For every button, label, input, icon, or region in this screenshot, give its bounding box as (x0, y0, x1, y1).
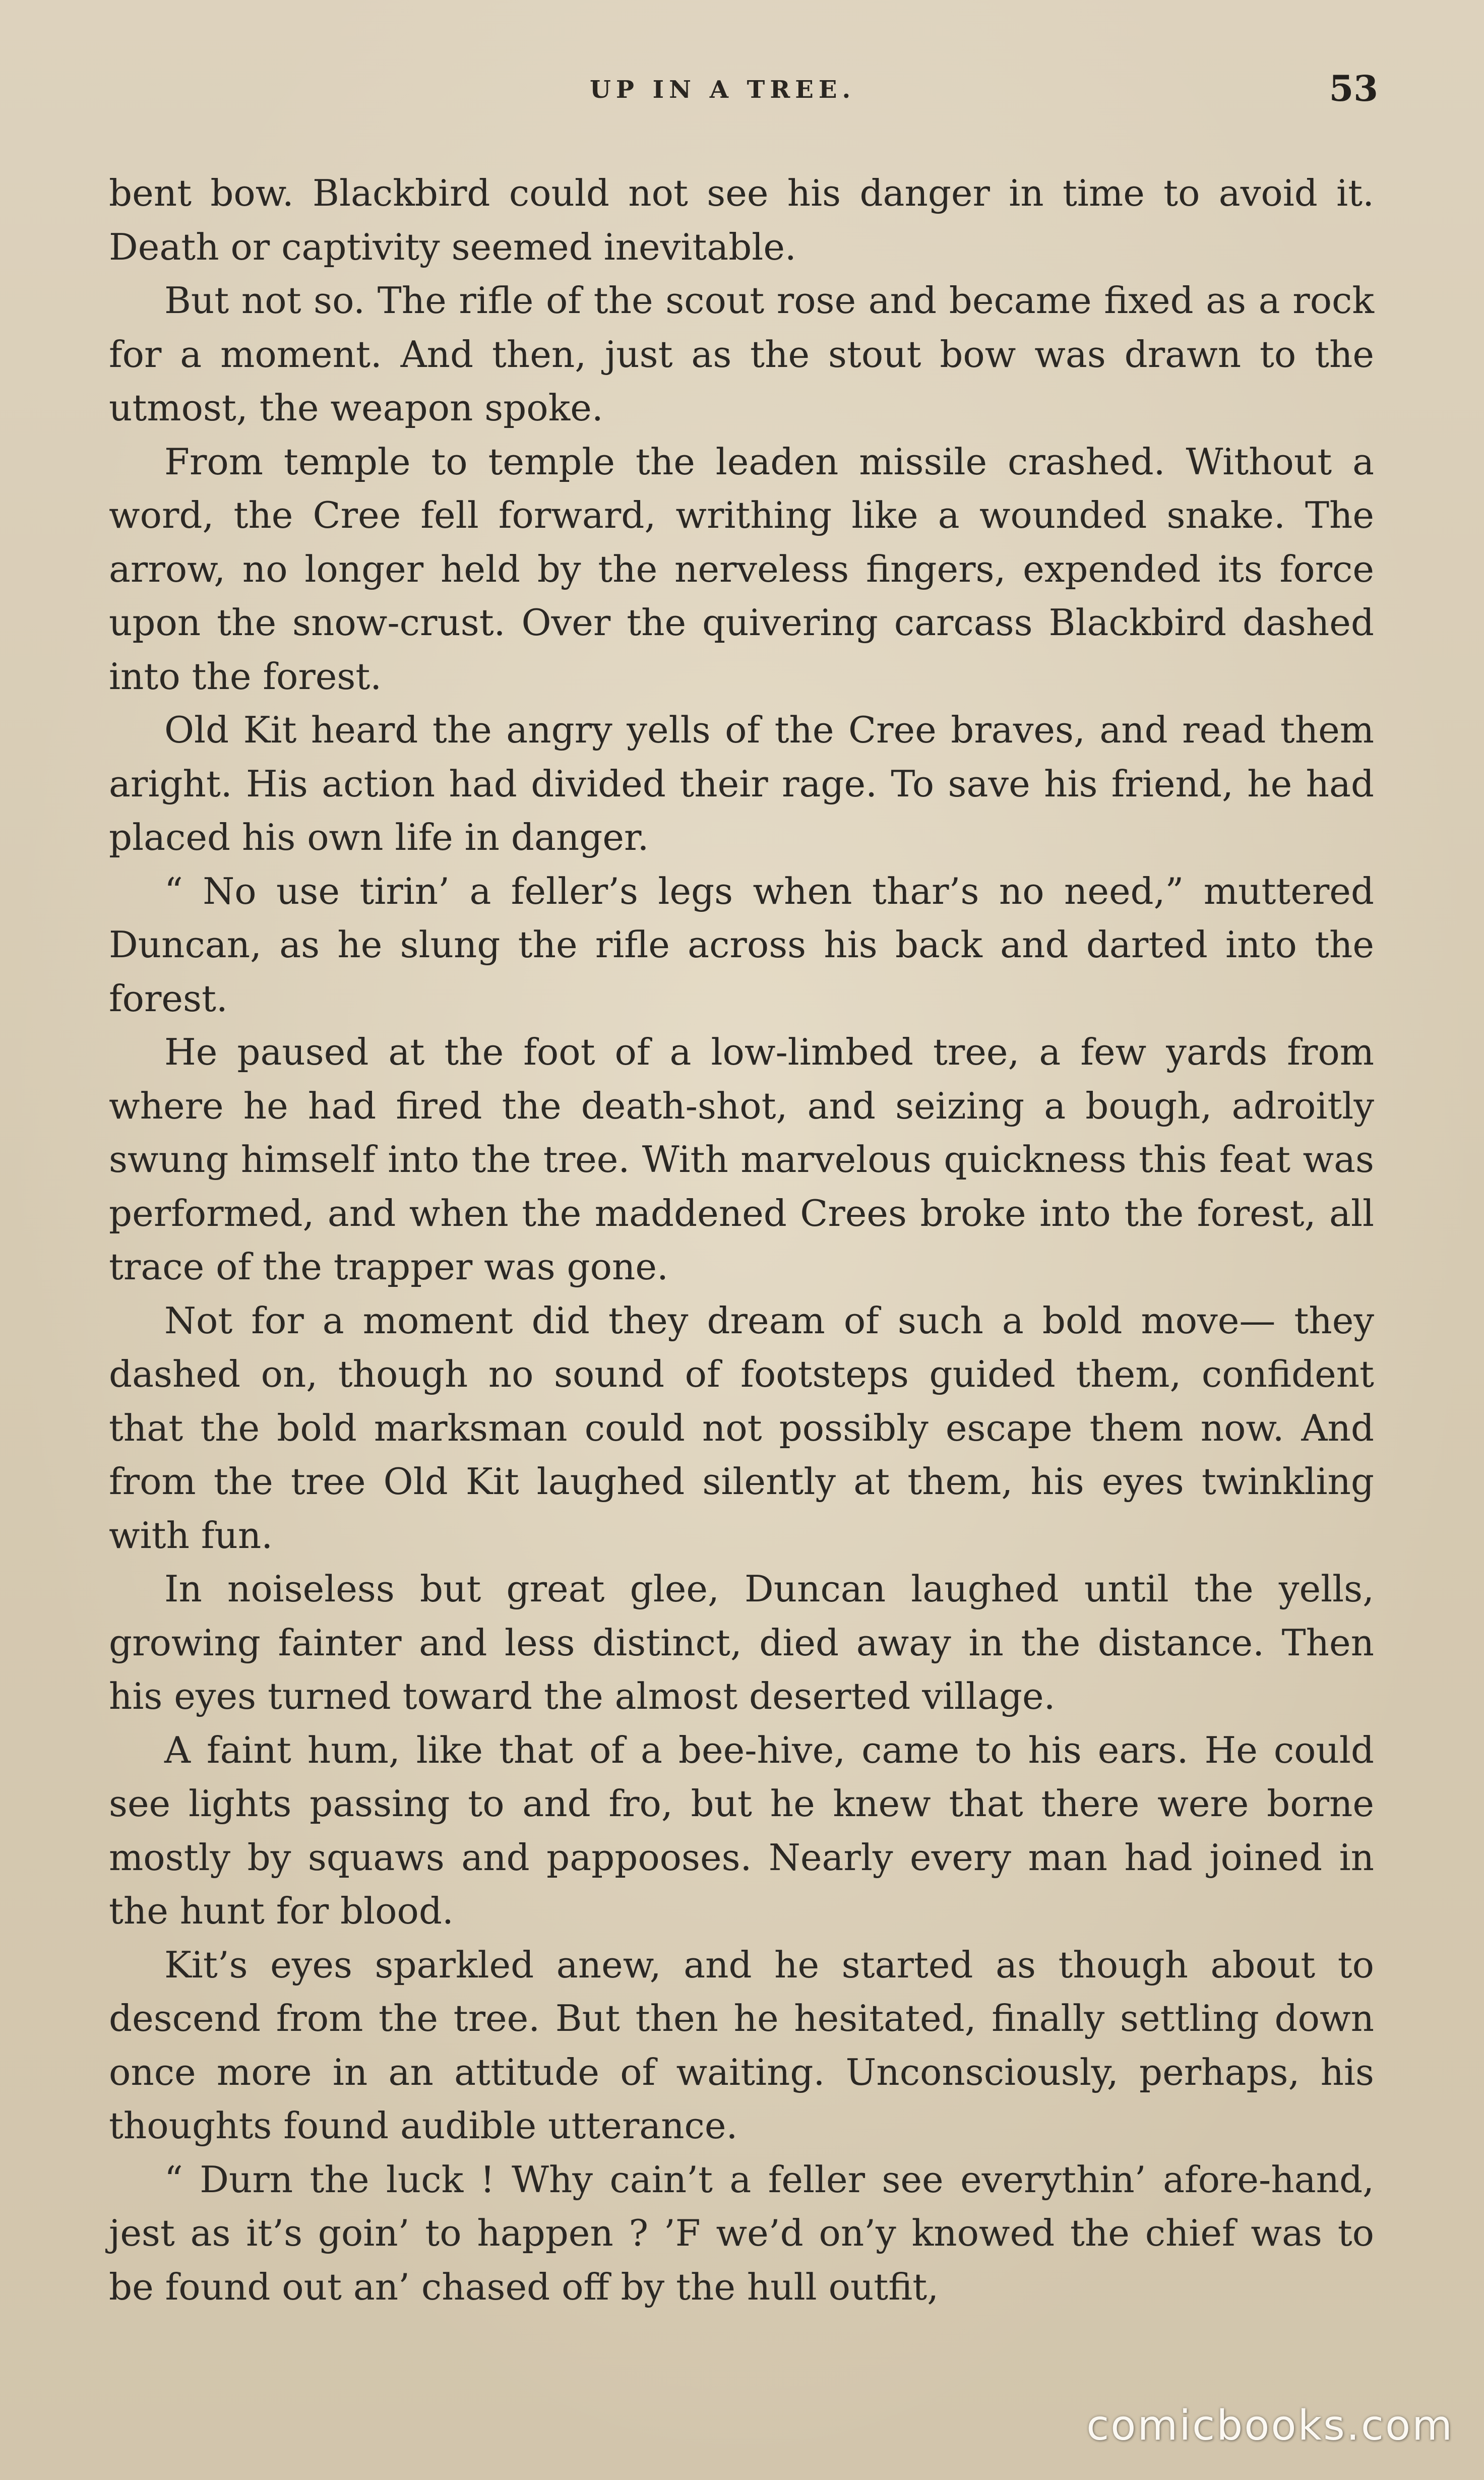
page-number: 53 (1329, 68, 1378, 109)
paragraph: Old Kit heard the angry yells of the Cree braves, and read them aright. His action had divided their rage. To save his friend, he had placed his own life in danger. (109, 709, 1374, 858)
paragraph: In noiseless but great glee, Duncan laughed until the yells, growing fainter and less distinct, died away in the distance. Then his eyes turned toward the almost deserted village. (109, 1568, 1374, 1717)
paragraph: bent bow. Blackbird could not see his danger in time to avoid it. Death or captivity seemed inevitable. (109, 172, 1374, 268)
paragraph: From temple to temple the leaden missile crashed. Without a word, the Cree fell forward, writhing like a wounded snake. The arrow, no longer held by the nerveless fingers, expended its force upon the snow-crust. Over the quivering carcass Blackbird dashed into the forest. (109, 440, 1374, 698)
paragraph: But not so. The rifle of the scout rose and became fixed as a rock for a moment. And then, just as the stout bow was drawn to the utmost, the weapon spoke. (109, 279, 1374, 429)
running-head (0, 66, 1484, 126)
paragraph: A faint hum, like that of a bee-hive, came to his ears. He could see lights passing to and fro, but he knew that there were borne mostly by squaws and pappooses. Nearly every man had joined in the hunt for blood. (109, 1728, 1374, 1932)
paragraph: “ No use tirin’ a feller’s legs when thar’s no need,” muttered Duncan, as he slung the rifle across his back and darted into the forest. (109, 870, 1374, 1020)
paragraph: He paused at the foot of a low-limbed tree, a few yards from where he had fired the death-shot, and seizing a bough, adroitly swung himself into the tree. With marvelous quickness this feat was performed, and when the maddened Crees broke into the forest, all trace of the trapper was gone. (109, 1031, 1374, 1288)
paragraph: “ Durn the luck ! Why cain’t a feller see everythin’ afore-hand, jest as it’s goin’ to happen ? ’F we’d on’y knowed the chief was to be found out an’ chased off by the hull outfit, (109, 2158, 1374, 2308)
site-watermark: comicbooks.com (1086, 2402, 1454, 2450)
paragraph: Kit’s eyes sparkled anew, and he started as though about to descend from the tree. But then he hesitated, finally settling down once more in an attitude of waiting. Unconsciously, perhaps, his thoughts found audible utterance. (109, 1943, 1374, 2147)
body-text (109, 166, 1374, 2314)
chapter-title: UP IN A TREE. (590, 76, 856, 104)
paragraph: Not for a moment did they dream of such a bold move— they dashed on, though no sound of footsteps guided them, confident that the bold marksman could not possibly escape them now. And from the tree Old Kit laughed silently at them, his eyes twinkling with fun. (109, 1299, 1374, 1557)
